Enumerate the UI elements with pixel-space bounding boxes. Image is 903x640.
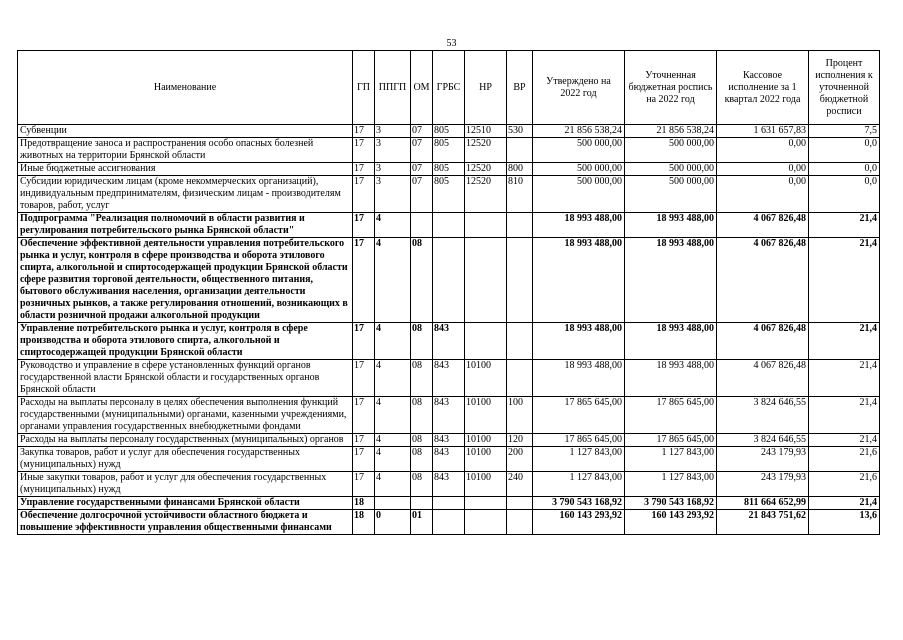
nr-cell: 10100 <box>465 447 507 472</box>
percent-cell: 0,0 <box>809 138 880 163</box>
name-cell: Управление государственными финансами Брянской области <box>18 497 353 510</box>
table-row <box>18 497 880 510</box>
nr-cell: 10100 <box>465 397 507 434</box>
vr-cell <box>507 238 533 323</box>
cash-execution-cell: 21 843 751,62 <box>717 510 809 535</box>
vr-cell: 200 <box>507 447 533 472</box>
gp-cell: 17 <box>353 434 375 447</box>
approved-cell: 17 865 645,00 <box>533 434 625 447</box>
approved-cell: 500 000,00 <box>533 176 625 213</box>
approved-cell: 18 993 488,00 <box>533 213 625 238</box>
name-cell: Закупка товаров, работ и услуг для обеспечения государственных (муниципальных) нужд <box>18 447 353 472</box>
revised-cell: 500 000,00 <box>625 163 717 176</box>
gp-cell: 17 <box>353 360 375 397</box>
revised-cell: 18 993 488,00 <box>625 323 717 360</box>
approved-cell: 1 127 843,00 <box>533 447 625 472</box>
table-row <box>18 176 880 213</box>
gp-cell: 17 <box>353 176 375 213</box>
cash-execution-cell: 4 067 826,48 <box>717 238 809 323</box>
name-cell: Иные закупки товаров, работ и услуг для обеспечения государственных (муниципальных) нужд <box>18 472 353 497</box>
cash-execution-cell: 4 067 826,48 <box>717 213 809 238</box>
table-row <box>18 447 880 472</box>
revised-cell: 17 865 645,00 <box>625 434 717 447</box>
cash-execution-cell: 4 067 826,48 <box>717 323 809 360</box>
cash-execution-cell: 0,00 <box>717 163 809 176</box>
col-header-name: Наименование <box>18 51 353 125</box>
percent-cell: 21,4 <box>809 213 880 238</box>
revised-cell: 18 993 488,00 <box>625 238 717 323</box>
percent-cell: 13,6 <box>809 510 880 535</box>
name-cell: Предотвращение заноса и распространения особо опасных болезней животных на территории Брянской области <box>18 138 353 163</box>
approved-cell: 17 865 645,00 <box>533 397 625 434</box>
grbs-cell: 843 <box>433 360 465 397</box>
ppgp-cell: 4 <box>375 397 411 434</box>
vr-cell: 120 <box>507 434 533 447</box>
om-cell: 08 <box>411 447 433 472</box>
gp-cell: 18 <box>353 497 375 510</box>
table-row <box>18 510 880 535</box>
approved-cell: 3 790 543 168,92 <box>533 497 625 510</box>
nr-cell <box>465 497 507 510</box>
grbs-cell <box>433 510 465 535</box>
ppgp-cell: 4 <box>375 213 411 238</box>
revised-cell: 1 127 843,00 <box>625 472 717 497</box>
om-cell: 08 <box>411 472 433 497</box>
vr-cell <box>507 213 533 238</box>
cash-execution-cell: 243 179,93 <box>717 447 809 472</box>
percent-cell: 21,4 <box>809 397 880 434</box>
om-cell: 07 <box>411 163 433 176</box>
nr-cell <box>465 323 507 360</box>
om-cell: 07 <box>411 125 433 138</box>
col-header-ppgp: ППГП <box>375 51 411 125</box>
gp-cell: 17 <box>353 323 375 360</box>
table-row <box>18 434 880 447</box>
percent-cell: 21,4 <box>809 360 880 397</box>
revised-cell: 21 856 538,24 <box>625 125 717 138</box>
table-row <box>18 125 880 138</box>
grbs-cell <box>433 238 465 323</box>
header-row <box>18 51 880 125</box>
name-cell: Руководство и управление в сфере установленных функций органов государственной власти Брянской области и государственных органов Брянской области <box>18 360 353 397</box>
col-header-approved: Утверждено на 2022 год <box>533 51 625 125</box>
approved-cell: 18 993 488,00 <box>533 323 625 360</box>
om-cell: 08 <box>411 323 433 360</box>
name-cell: Обеспечение долгосрочной устойчивости областного бюджета и повышение эффективности управления общественными финансами <box>18 510 353 535</box>
table-row <box>18 163 880 176</box>
ppgp-cell: 4 <box>375 323 411 360</box>
vr-cell <box>507 510 533 535</box>
grbs-cell: 843 <box>433 397 465 434</box>
cash-execution-cell: 0,00 <box>717 138 809 163</box>
ppgp-cell: 4 <box>375 472 411 497</box>
vr-cell: 810 <box>507 176 533 213</box>
ppgp-cell: 4 <box>375 447 411 472</box>
om-cell: 08 <box>411 360 433 397</box>
ppgp-cell: 3 <box>375 163 411 176</box>
col-header-grbs: ГРБС <box>433 51 465 125</box>
page-number: 53 <box>446 38 457 49</box>
cash-execution-cell: 4 067 826,48 <box>717 360 809 397</box>
approved-cell: 160 143 293,92 <box>533 510 625 535</box>
name-cell: Иные бюджетные ассигнования <box>18 163 353 176</box>
name-cell: Подпрограмма "Реализация полномочий в области развития и регулирования потребительского рынка Брянской области" <box>18 213 353 238</box>
approved-cell: 21 856 538,24 <box>533 125 625 138</box>
grbs-cell <box>433 213 465 238</box>
col-header-revised: Уточненная бюджетная роспись на 2022 год <box>625 51 717 125</box>
col-header-gp: ГП <box>353 51 375 125</box>
cash-execution-cell: 811 664 652,99 <box>717 497 809 510</box>
om-cell: 08 <box>411 434 433 447</box>
gp-cell: 17 <box>353 125 375 138</box>
col-header-nr: НР <box>465 51 507 125</box>
gp-cell: 18 <box>353 510 375 535</box>
ppgp-cell: 4 <box>375 360 411 397</box>
revised-cell: 18 993 488,00 <box>625 360 717 397</box>
gp-cell: 17 <box>353 138 375 163</box>
om-cell <box>411 213 433 238</box>
ppgp-cell <box>375 497 411 510</box>
revised-cell: 500 000,00 <box>625 176 717 213</box>
revised-cell: 500 000,00 <box>625 138 717 163</box>
ppgp-cell: 0 <box>375 510 411 535</box>
cash-execution-cell: 3 824 646,55 <box>717 397 809 434</box>
col-header-vr: ВР <box>507 51 533 125</box>
table-row <box>18 238 880 323</box>
name-cell: Обеспечение эффективной деятельности управления потребительского рынка и услуг, контроля в сфере производства и оборота этилового спирта, алкогольной и спиртосодержащей продукции Брянской области сфере развития торговой деятельности, общественного питания, бытового обслуживания населения, организации деятельности розничных рынков, а также регулирования отношений, возникающих в области розничной продажи алкогольной продукции <box>18 238 353 323</box>
table-row <box>18 360 880 397</box>
ppgp-cell: 3 <box>375 138 411 163</box>
ppgp-cell: 4 <box>375 434 411 447</box>
om-cell: 07 <box>411 176 433 213</box>
nr-cell <box>465 510 507 535</box>
nr-cell: 12520 <box>465 163 507 176</box>
om-cell: 01 <box>411 510 433 535</box>
grbs-cell: 843 <box>433 434 465 447</box>
vr-cell <box>507 323 533 360</box>
grbs-cell: 805 <box>433 125 465 138</box>
approved-cell: 18 993 488,00 <box>533 238 625 323</box>
table-row <box>18 472 880 497</box>
nr-cell: 10100 <box>465 434 507 447</box>
nr-cell <box>465 238 507 323</box>
revised-cell: 18 993 488,00 <box>625 213 717 238</box>
percent-cell: 21,6 <box>809 472 880 497</box>
vr-cell <box>507 138 533 163</box>
cash-execution-cell: 1 631 657,83 <box>717 125 809 138</box>
table-body <box>18 125 880 535</box>
vr-cell <box>507 497 533 510</box>
percent-cell: 0,0 <box>809 176 880 213</box>
col-header-om: ОМ <box>411 51 433 125</box>
table-row <box>18 138 880 163</box>
om-cell: 07 <box>411 138 433 163</box>
cash-execution-cell: 3 824 646,55 <box>717 434 809 447</box>
approved-cell: 500 000,00 <box>533 138 625 163</box>
approved-cell: 18 993 488,00 <box>533 360 625 397</box>
name-cell: Расходы на выплаты персоналу государственных (муниципальных) органов <box>18 434 353 447</box>
revised-cell: 1 127 843,00 <box>625 447 717 472</box>
col-header-cash-execution: Кассовое исполнение за 1 квартал 2022 года <box>717 51 809 125</box>
vr-cell: 800 <box>507 163 533 176</box>
percent-cell: 21,4 <box>809 323 880 360</box>
nr-cell: 12510 <box>465 125 507 138</box>
name-cell: Субвенции <box>18 125 353 138</box>
table-row <box>18 397 880 434</box>
ppgp-cell: 4 <box>375 238 411 323</box>
vr-cell <box>507 360 533 397</box>
percent-cell: 21,4 <box>809 497 880 510</box>
om-cell <box>411 497 433 510</box>
nr-cell: 10100 <box>465 472 507 497</box>
col-header-percent: Процент исполнения к уточненной бюджетной росписи <box>809 51 880 125</box>
grbs-cell: 843 <box>433 447 465 472</box>
grbs-cell <box>433 497 465 510</box>
gp-cell: 17 <box>353 472 375 497</box>
om-cell: 08 <box>411 397 433 434</box>
revised-cell: 17 865 645,00 <box>625 397 717 434</box>
ppgp-cell: 3 <box>375 176 411 213</box>
gp-cell: 17 <box>353 447 375 472</box>
name-cell: Субсидии юридическим лицам (кроме некоммерческих организаций), индивидуальным предпринимателям, физическим лицам - производителям товаров, работ, услуг <box>18 176 353 213</box>
budget-table <box>17 50 880 535</box>
nr-cell: 10100 <box>465 360 507 397</box>
nr-cell <box>465 213 507 238</box>
approved-cell: 500 000,00 <box>533 163 625 176</box>
percent-cell: 21,6 <box>809 447 880 472</box>
percent-cell: 21,4 <box>809 434 880 447</box>
cash-execution-cell: 243 179,93 <box>717 472 809 497</box>
nr-cell: 12520 <box>465 138 507 163</box>
table-row <box>18 323 880 360</box>
vr-cell: 100 <box>507 397 533 434</box>
gp-cell: 17 <box>353 213 375 238</box>
grbs-cell: 805 <box>433 176 465 213</box>
nr-cell: 12520 <box>465 176 507 213</box>
name-cell: Управление потребительского рынка и услуг, контроля в сфере производства и оборота этилового спирта, алкогольной и спиртосодержащей продукции Брянской области <box>18 323 353 360</box>
gp-cell: 17 <box>353 163 375 176</box>
name-cell: Расходы на выплаты персоналу в целях обеспечения выполнения функций государственными (муниципальными) органами, казенными учреждениями, органами управления государственных внебюджетными фондами <box>18 397 353 434</box>
grbs-cell: 843 <box>433 472 465 497</box>
om-cell: 08 <box>411 238 433 323</box>
gp-cell: 17 <box>353 238 375 323</box>
percent-cell: 0,0 <box>809 163 880 176</box>
gp-cell: 17 <box>353 397 375 434</box>
revised-cell: 3 790 543 168,92 <box>625 497 717 510</box>
approved-cell: 1 127 843,00 <box>533 472 625 497</box>
table-row <box>18 213 880 238</box>
cash-execution-cell: 0,00 <box>717 176 809 213</box>
percent-cell: 21,4 <box>809 238 880 323</box>
vr-cell: 530 <box>507 125 533 138</box>
ppgp-cell: 3 <box>375 125 411 138</box>
revised-cell: 160 143 293,92 <box>625 510 717 535</box>
grbs-cell: 843 <box>433 323 465 360</box>
vr-cell: 240 <box>507 472 533 497</box>
grbs-cell: 805 <box>433 163 465 176</box>
percent-cell: 7,5 <box>809 125 880 138</box>
grbs-cell: 805 <box>433 138 465 163</box>
